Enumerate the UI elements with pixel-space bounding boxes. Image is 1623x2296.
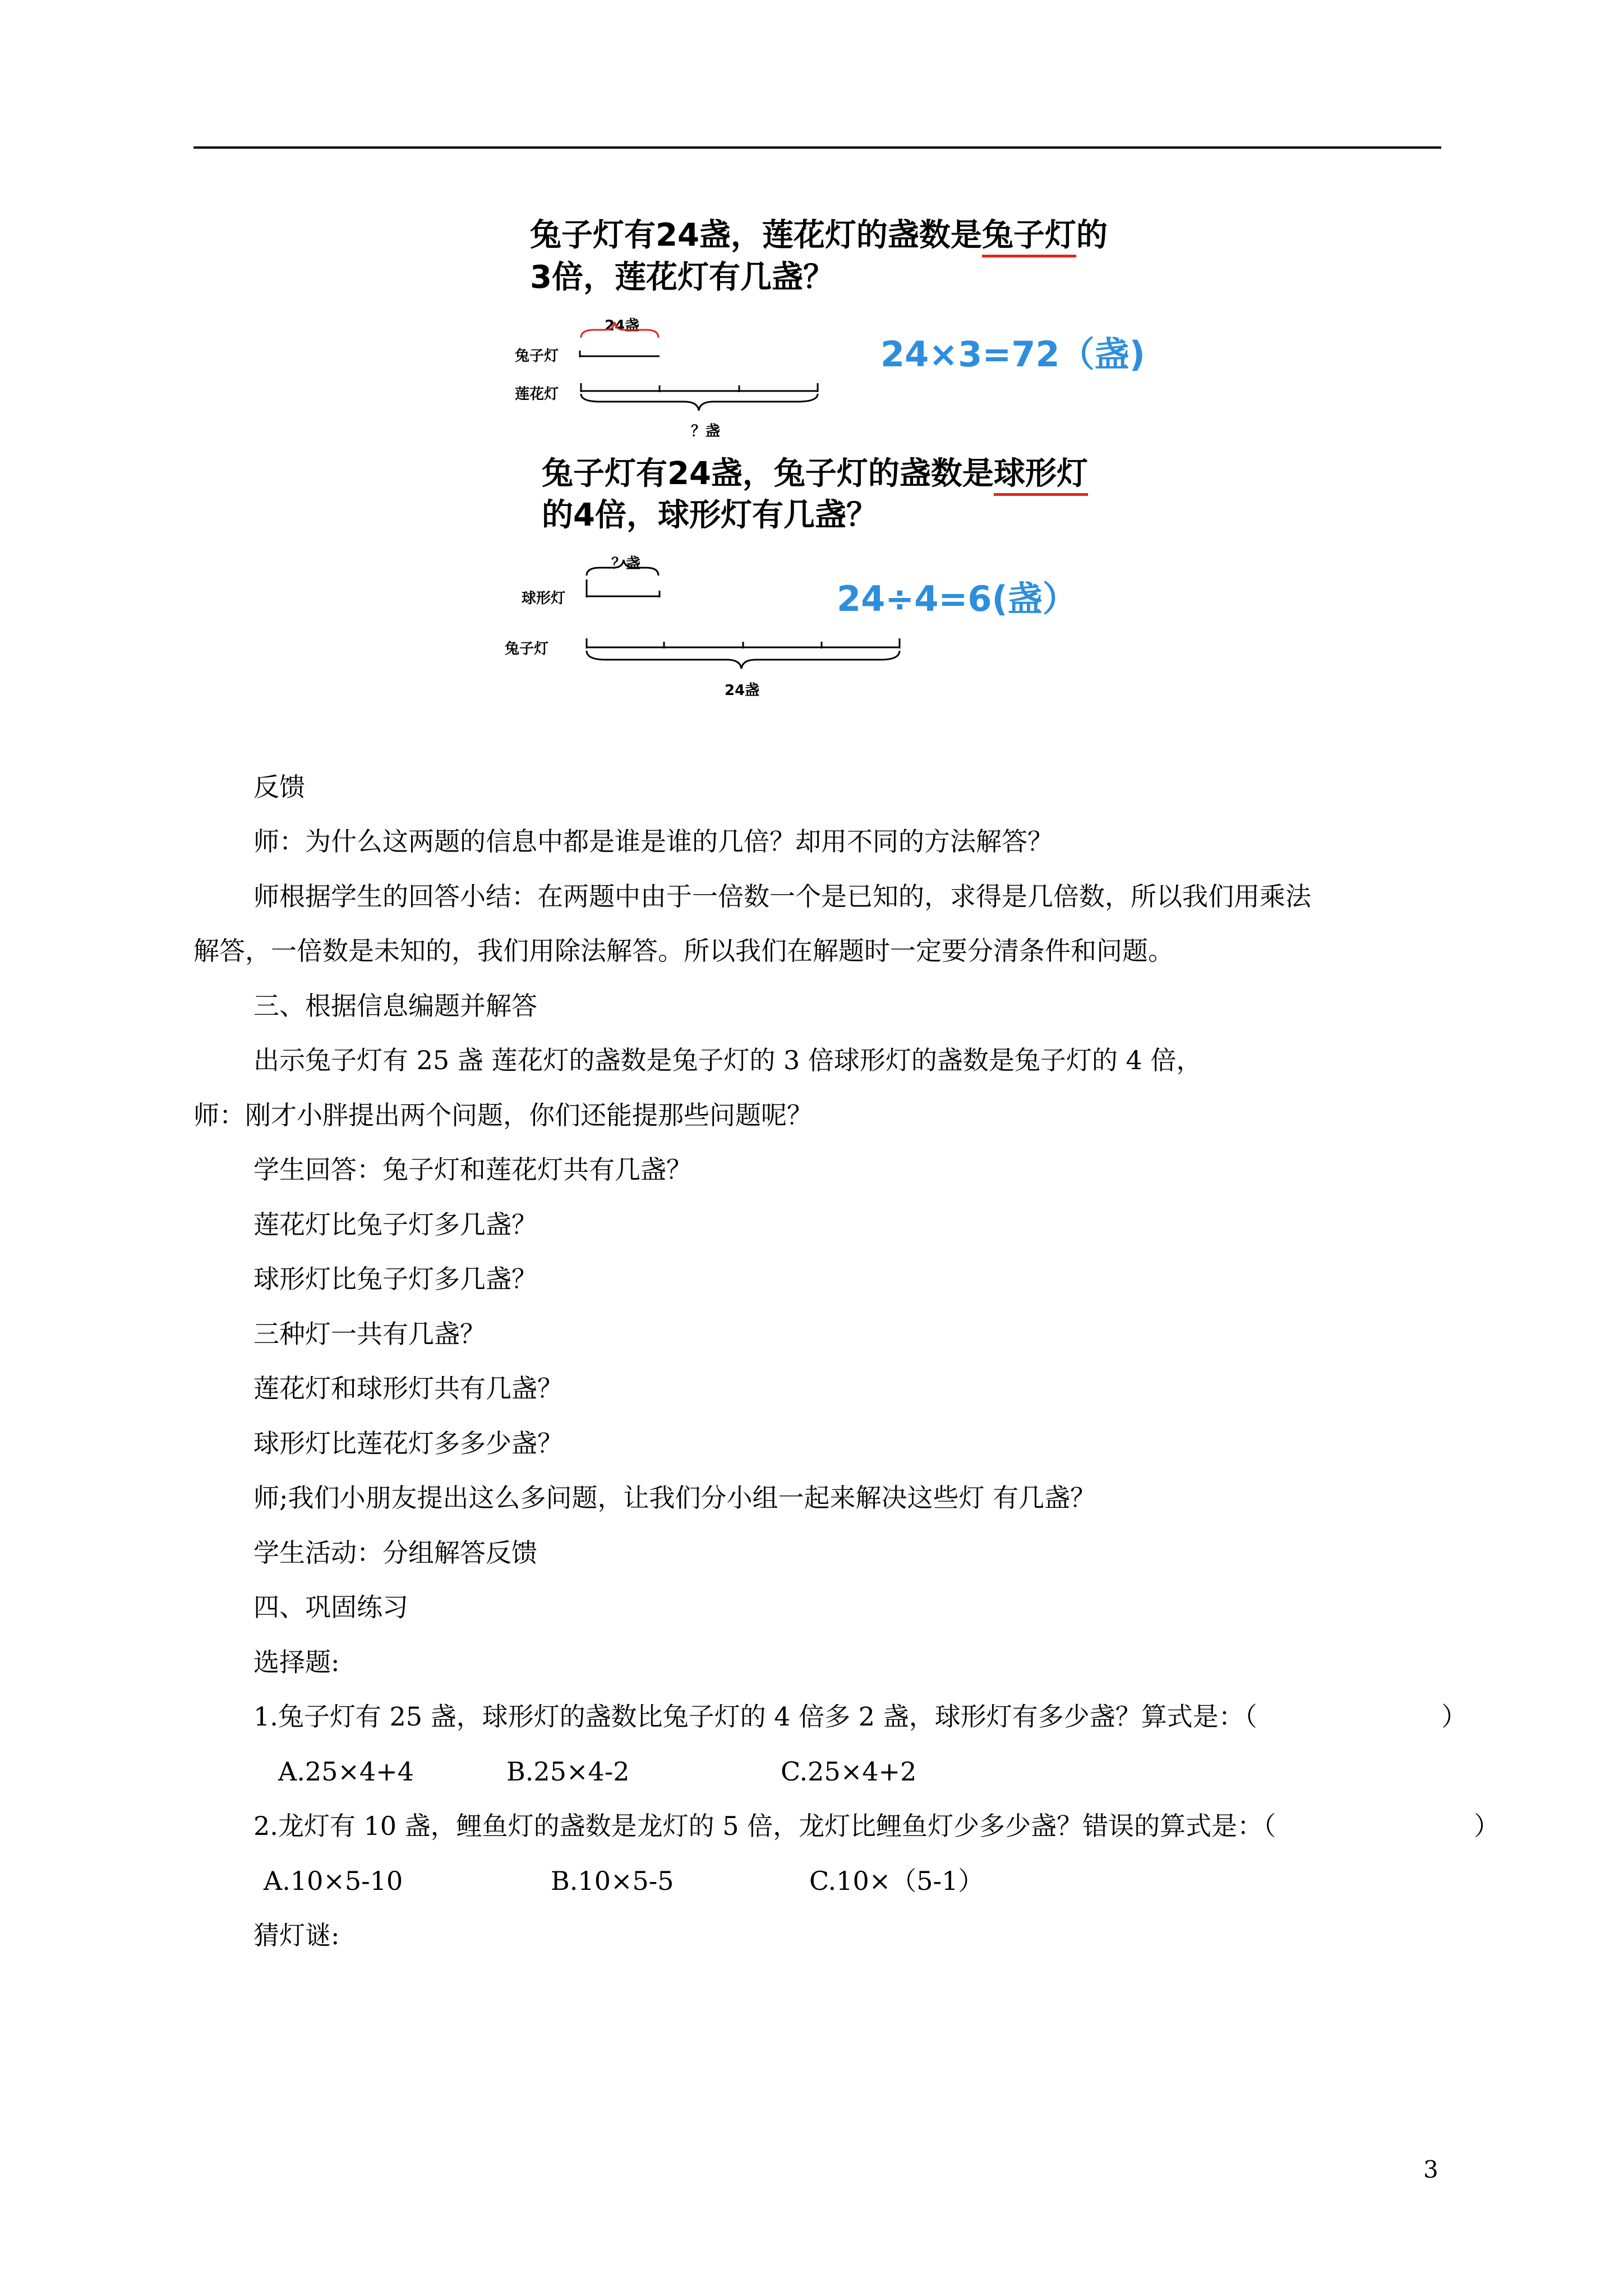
problem2-top-label: ？盏 — [611, 555, 641, 572]
question-1-option-c: C.25×4+2 — [781, 1756, 917, 1787]
paragraph: 球形灯比莲花灯多多少盏？ — [253, 1428, 563, 1458]
question-2-option-a: A.10×5-10 — [264, 1866, 403, 1896]
problem1-underlined-term: 兔子灯 — [982, 217, 1076, 257]
paragraph: 师根据学生的回答小结：在两题中由于一倍数一个是已知的，求得是几倍数，所以我们用乘法 — [253, 881, 1311, 912]
problem2-bottom-brace — [587, 651, 900, 669]
problem1-row2-label: 莲花灯 — [515, 386, 559, 403]
problem2-bottom-label: 24盏 — [725, 682, 760, 699]
section-heading: 三、根据信息编题并解答 — [253, 991, 537, 1021]
problem1-bottom-brace — [581, 394, 818, 411]
problem1-top-label: 24盏 — [605, 318, 640, 334]
page-number: 3 — [1423, 2156, 1438, 2183]
question-2-close-paren: ） — [1474, 1811, 1500, 1841]
paragraph: 学生活动：分组解答反馈 — [253, 1538, 537, 1568]
problem1-answer: 24×3=72（盏) — [880, 334, 1145, 375]
paragraph: 师;我们小朋友提出这么多问题，让我们分小组一起来解决这些灯 有几盏？ — [253, 1483, 1096, 1513]
problem2-line2: 的4倍，球形灯有几盏？ — [542, 497, 878, 533]
paragraph: 选择题: — [253, 1647, 340, 1677]
question-2: 2.龙灯有 10 盏，鲤鱼灯的盏数是龙灯的 5 倍，龙灯比鲤鱼灯少多少盏？错误的算式是：（ — [253, 1811, 1276, 1841]
problem2-line1: 兔子灯有24盏，兔子灯的盏数是球形灯 — [542, 453, 1088, 495]
problem1-bottom-label: ？盏 — [691, 423, 721, 440]
section-heading: 四、巩固练习 — [253, 1592, 408, 1622]
paragraph: 师：刚才小胖提出两个问题，你们还能提那些问题呢？ — [193, 1100, 813, 1130]
paragraph: 学生回答：兔子灯和莲花灯共有几盏？ — [253, 1154, 692, 1185]
paragraph: 莲花灯比兔子灯多几盏？ — [253, 1209, 537, 1240]
problem2-row1-label: 球形灯 — [522, 590, 566, 607]
paragraph: 球形灯比兔子灯多几盏？ — [253, 1264, 537, 1294]
question-2-option-b: B.10×5-5 — [551, 1866, 674, 1896]
problem-figure — [0, 0, 1623, 729]
question-1-option-b: B.25×4-2 — [506, 1756, 630, 1787]
paragraph: 反馈 — [253, 772, 305, 802]
paragraph: 猜灯谜: — [253, 1920, 340, 1950]
bar-diagrams — [0, 0, 1623, 729]
problem1-top-brace — [581, 322, 658, 338]
problem2-answer: 24÷4=6(盏） — [837, 578, 1077, 619]
paragraph: 三种灯一共有几盏？ — [253, 1319, 486, 1349]
problem1-row1-label: 兔子灯 — [515, 348, 559, 365]
question-1-option-a: A.25×4+4 — [278, 1756, 414, 1787]
paragraph: 出示兔子灯有 25 盏 莲花灯的盏数是兔子灯的 3 倍球形灯的盏数是兔子灯的 4 倍， — [253, 1045, 1202, 1075]
problem1-line2: 3倍，莲花灯有几盏？ — [530, 259, 834, 296]
question-1-close-paren: ） — [1441, 1701, 1467, 1732]
paragraph: 解答，一倍数是未知的，我们用除法解答。所以我们在解题时一定要分清条件和问题。 — [193, 936, 1174, 966]
question-2-option-c: C.10×（5-1） — [809, 1866, 984, 1896]
problem2-underlined-term: 球形灯 — [994, 455, 1088, 496]
question-1: 1.兔子灯有 25 盏，球形灯的盏数比兔子灯的 4 倍多 2 盏，球形灯有多少盏？算式是：（ — [253, 1701, 1257, 1732]
paragraph: 师：为什么这两题的信息中都是谁是谁的几倍？却用不同的方法解答？ — [253, 826, 1053, 857]
problem2-row2-label: 兔子灯 — [505, 641, 549, 657]
paragraph: 莲花灯和球形灯共有几盏？ — [253, 1373, 563, 1404]
problem1-line1: 兔子灯有24盏，莲花灯的盏数是兔子灯的 — [530, 215, 1108, 256]
